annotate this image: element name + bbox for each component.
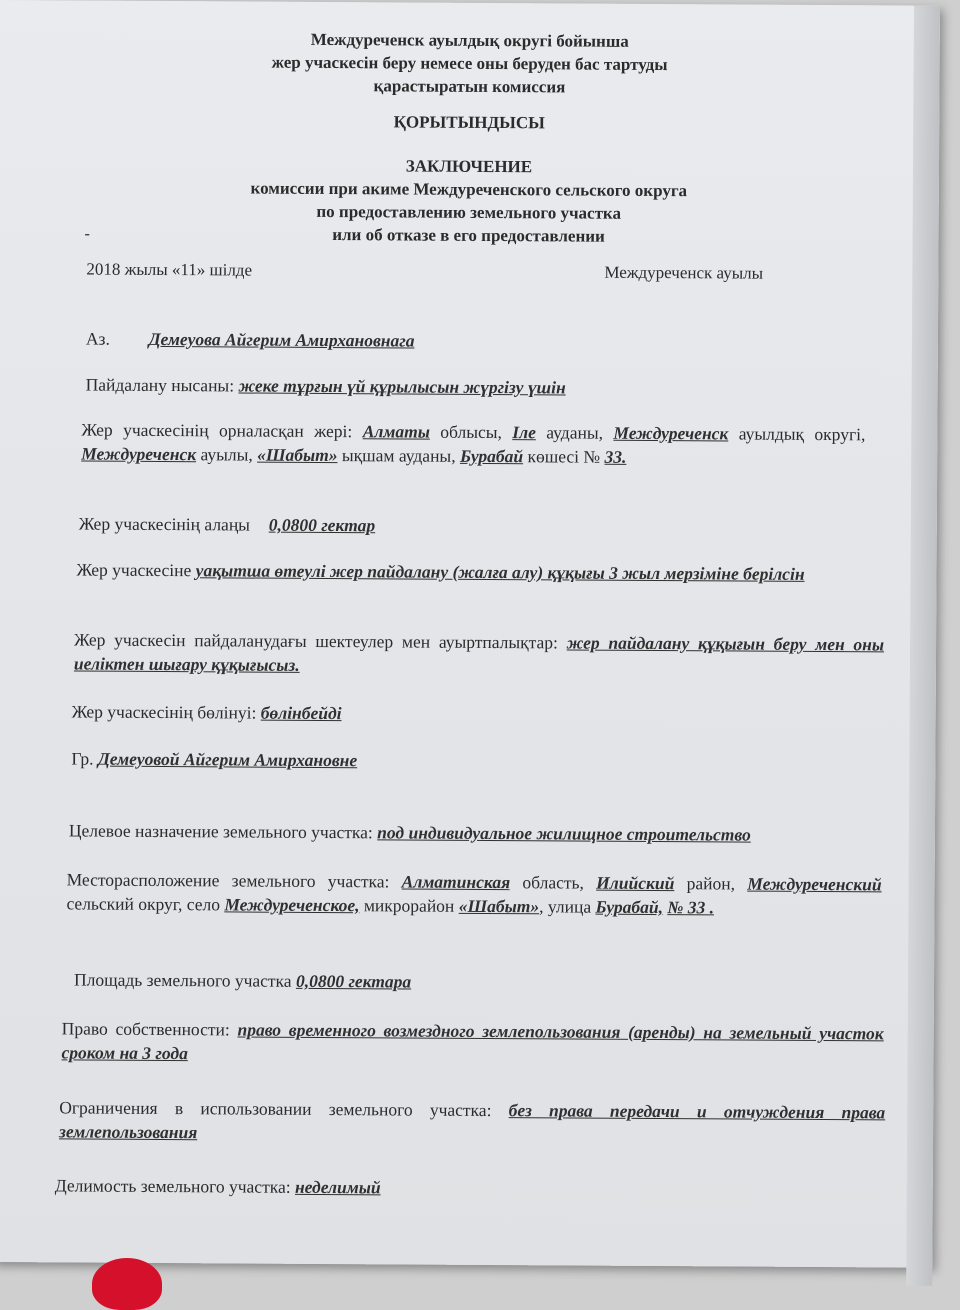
header-ru-line-1: комиссии при акиме Междуреченского сельского округа xyxy=(0,175,939,204)
field-ru-purpose xyxy=(69,818,879,847)
value-kz-restrictions: жер пайдалану құқығын беру мен оны иеліктен шығару құқығысыз. xyxy=(74,632,884,674)
title-kz: ҚОРЫТЫНДЫСЫ xyxy=(0,110,939,136)
value-kz-divisibility: бөлінбейді xyxy=(261,703,342,723)
commission-header-ru xyxy=(0,152,939,250)
label-ru-location: Месторасположение земельного участка: xyxy=(67,869,390,891)
word-kz-oblast: облысы, xyxy=(440,422,502,442)
field-kz-restrictions xyxy=(74,627,884,680)
value-kz-name: Демеуова Айгерим Амирхановнага xyxy=(149,329,415,351)
value-kz-district: Іле xyxy=(512,422,536,442)
field-ru-name xyxy=(71,746,861,775)
header-ru-line-3: или об отказе в его предоставлении xyxy=(0,221,939,250)
value-ru-district: Илийский xyxy=(596,873,674,893)
header-kz-line-2: жер учаскесін беру немесе оны беруден бас тартуды xyxy=(0,49,940,78)
label-ru-name: Гр. xyxy=(71,748,93,768)
field-kz-right xyxy=(76,557,866,586)
value-ru-okrug: Междуреченский xyxy=(747,874,881,895)
fingernail-decoration xyxy=(92,1258,162,1310)
word-kz-village: ауылы, xyxy=(200,444,252,464)
label-kz-area: Жер учаскесінің алаңы xyxy=(79,513,250,534)
label-ru-area: Площадь земельного участка xyxy=(74,969,292,990)
title-ru: ЗАКЛЮЧЕНИЕ xyxy=(0,152,939,181)
value-ru-restrictions: без права передачи и отчуждения права землепользования xyxy=(59,1100,885,1142)
value-kz-right: уақытша өтеулі жер пайдалану (жалға алу) құқығы 3 жыл мерзіміне берілсін xyxy=(196,560,805,584)
header-kz-line-3: қарастыратын комиссия xyxy=(0,72,940,101)
word-kz-okrug: ауылдық округі, xyxy=(739,424,866,445)
label-kz-divisibility: Жер учаскесінің бөлінуі: xyxy=(72,701,257,722)
value-ru-divisibility: неделимый xyxy=(295,1177,381,1198)
document-date: 2018 жылы «11» шілде xyxy=(86,260,252,281)
field-kz-name xyxy=(86,327,866,356)
label-kz-location: Жер учаскесінің орналасқан жері: xyxy=(81,420,352,442)
value-kz-area: 0,0800 гектар xyxy=(269,515,376,536)
value-ru-village: Междуреченское, xyxy=(224,894,359,915)
label-ru-ownership: Право собственности: xyxy=(62,1018,230,1039)
value-ru-oblast: Алматинская xyxy=(402,871,511,892)
field-ru-divisibility xyxy=(55,1173,855,1202)
field-ru-ownership xyxy=(61,1016,883,1069)
label-kz-right: Жер учаскесіне xyxy=(76,559,191,580)
word-ru-microdistrict: микрорайон xyxy=(364,895,455,916)
label-kz-name: Аз. xyxy=(86,329,110,349)
value-kz-oblast: Алматы xyxy=(363,421,430,441)
word-ru-street: , улица xyxy=(539,896,591,916)
value-kz-use: жеке тұрғын үй құрылысын жүргізу үшін xyxy=(238,375,565,397)
value-kz-microdistrict: «Шабыт» xyxy=(257,445,338,465)
value-kz-street: Бурабай xyxy=(460,446,523,466)
label-ru-divisibility: Делимость земельного участка: xyxy=(55,1175,291,1196)
header-ru-line-2: по предоставлению земельного участка xyxy=(0,198,939,227)
value-kz-village: Междуреченск xyxy=(81,444,196,465)
document-place: Междуреченск ауылы xyxy=(604,263,763,284)
value-kz-okrug: Междуреченск xyxy=(613,423,728,444)
label-ru-restrictions: Ограничения в использовании земельного участка: xyxy=(59,1097,491,1120)
value-ru-microdistrict: «Шабыт» xyxy=(459,896,540,916)
label-kz-use: Пайдалану нысаны: xyxy=(86,375,235,396)
word-ru-oblast: область, xyxy=(522,872,584,892)
value-kz-number: 33. xyxy=(604,447,626,467)
word-kz-district: ауданы, xyxy=(546,422,603,442)
word-kz-street: көшесі № xyxy=(527,446,600,466)
field-kz-area xyxy=(79,511,859,540)
commission-header-kz xyxy=(0,26,940,101)
word-kz-microdistrict: ықшам ауданы, xyxy=(342,445,456,466)
word-ru-okrug: сельский округ, село xyxy=(66,893,220,914)
field-kz-use xyxy=(86,373,866,402)
field-ru-area xyxy=(74,967,864,996)
label-kz-restrictions: Жер учаскесін пайдаланудағы шектеулер мен ауыртпалықтар: xyxy=(74,629,558,652)
field-kz-divisibility xyxy=(72,699,862,728)
stray-dash: - xyxy=(85,226,90,244)
value-ru-street: Бурабай, xyxy=(595,897,663,917)
field-ru-location xyxy=(66,867,881,920)
value-ru-purpose: под индивидуальное жилищное строительство xyxy=(377,822,751,844)
word-ru-district: район, xyxy=(687,873,735,893)
value-ru-ownership: право временного возмездного землепользования (аренды) на земельный участок сроком на 3 года xyxy=(62,1019,884,1063)
value-ru-name: Демеуовой Айгерим Амирхановне xyxy=(98,749,357,771)
field-ru-restrictions xyxy=(59,1095,885,1148)
header-kz-line-1: Междуреченск ауылдық округі бойынша xyxy=(0,26,940,55)
label-ru-purpose: Целевое назначение земельного участка: xyxy=(69,820,373,842)
value-ru-area: 0,0800 гектара xyxy=(296,971,411,992)
field-kz-location xyxy=(81,418,865,471)
value-ru-number: № 33 . xyxy=(667,897,714,917)
